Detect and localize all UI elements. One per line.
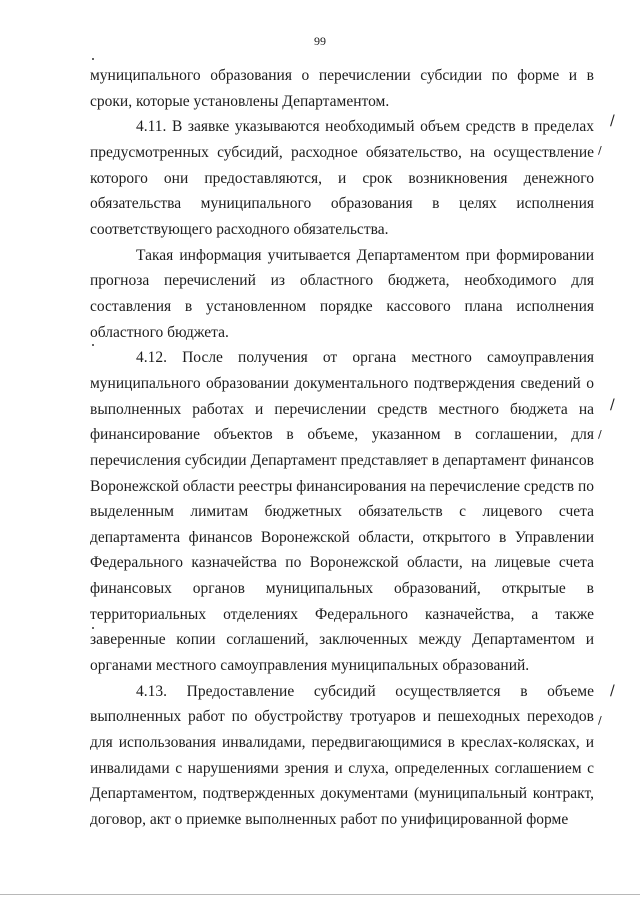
- margin-slash-mark: /: [610, 683, 615, 699]
- margin-slash-mark: /: [610, 113, 615, 129]
- body-text: [90, 63, 594, 833]
- margin-slash-mark: /: [610, 397, 615, 413]
- paragraph-budget-info: Такая информация учитывается Департаментом при формировании прогноза перечислений из областного бюджета, необходимого для составления в установленном порядке кассового плана исполнения областного бюджета.: [90, 246, 594, 341]
- page-number: 99: [314, 34, 326, 48]
- scan-bottom-edge: [0, 894, 640, 895]
- scan-speck: [92, 58, 94, 60]
- margin-tick-mark: /: [598, 428, 602, 441]
- scan-speck: [92, 627, 94, 629]
- paragraph-continuation: муниципального образования о перечислении субсидии по форме и в сроки, которые установлены Департаментом.: [90, 67, 594, 110]
- paragraph-4-12: 4.12. После получения от органа местного самоуправления муниципального образовании документального подтверждения сведений о выполненных работах и перечислении средств местного бюджета на финансирование объектов в объеме, указанном в соглашении, для перечисления субсидии Департамент представляет в департамент финансов Воронежской области реестры финансирования на перечисление средств по выделенным лимитам бюджетных обязательств с лицевого счета департамента финансов Воронежской области, открытого в Управлении Федерального казначейства по Воронежской области, на лицевые счета финансовых органов муниципальных образований, открытые в территориальных отделениях Федерального казначейства, а также заверенные копии соглашений, заключенных между Департаментом и органами местного самоуправления муниципальных образований.: [90, 349, 594, 675]
- margin-tick-mark: /: [598, 144, 602, 157]
- paragraph-4-11: 4.11. В заявке указываются необходимый объем средств в пределах предусмотренных субсидий, расходное обязательство, на осуществление которого они предоставляются, и срок возникновения денежного обязательства муниципального образования в целях исполнения соответствующего расходного обязательства.: [90, 118, 594, 238]
- scan-speck: [92, 344, 94, 346]
- paragraph-4-13: 4.13. Предоставление субсидий осуществляется в объеме выполненных работ по обустройству тротуаров и пешеходных переходов для использования инвалидами, передвигающимися в креслах-колясках, и инвалидами с нарушениями зрения и слуха, определенных соглашением с Департаментом, подтвержденных документами (муниципальный контракт, договор, акт о приемке выполненных работ по унифицированной форме: [90, 682, 594, 829]
- margin-tick-mark: /: [598, 714, 602, 727]
